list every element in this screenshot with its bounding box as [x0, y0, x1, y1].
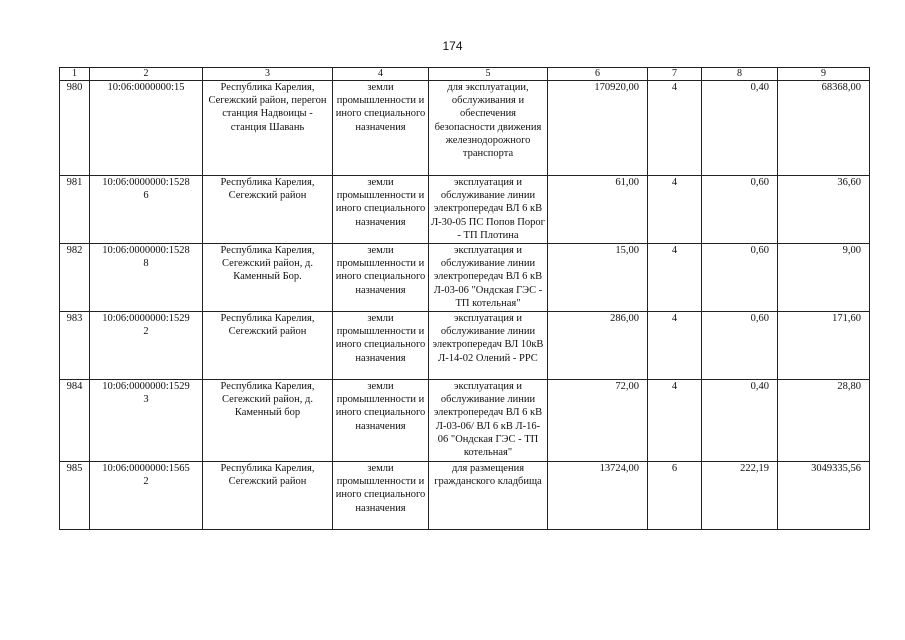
column-9-cell: 9,00: [778, 244, 870, 312]
header-cell: 7: [648, 68, 702, 81]
area-cell: 15,00: [548, 244, 648, 312]
column-7-cell: 6: [648, 462, 702, 530]
row-number: 983: [60, 312, 90, 380]
column-8-cell: 0,40: [702, 81, 778, 176]
land-category-cell: земли промышленности и иного специального назначения: [333, 462, 429, 530]
row-number: 980: [60, 81, 90, 176]
table-row: [60, 176, 870, 244]
header-cell: 8: [702, 68, 778, 81]
land-category-cell: земли промышленности и иного специального назначения: [333, 176, 429, 244]
location-cell: Республика Карелия, Сегежский район: [203, 462, 333, 530]
cadastral-number: 10:06:0000000:1529 3: [90, 380, 203, 462]
header-cell: 5: [429, 68, 548, 81]
row-number: 985: [60, 462, 90, 530]
column-8-cell: 0,60: [702, 244, 778, 312]
cadastral-number: 10:06:0000000:15: [90, 81, 203, 176]
land-category-cell: земли промышленности и иного специального назначения: [333, 380, 429, 462]
column-9-cell: 3049335,56: [778, 462, 870, 530]
column-7-cell: 4: [648, 312, 702, 380]
column-8-cell: 0,60: [702, 312, 778, 380]
area-cell: 61,00: [548, 176, 648, 244]
header-cell: 2: [90, 68, 203, 81]
table-row: [60, 244, 870, 312]
land-category-cell: земли промышленности и иного специального назначения: [333, 81, 429, 176]
location-cell: Республика Карелия, Сегежский район, д. Каменный бор: [203, 380, 333, 462]
area-cell: 13724,00: [548, 462, 648, 530]
location-cell: Республика Карелия, Сегежский район, перегон станция Надвоицы - станция Шавань: [203, 81, 333, 176]
column-9-cell: 36,60: [778, 176, 870, 244]
cadastral-number: 10:06:0000000:1528 8: [90, 244, 203, 312]
column-9-cell: 68368,00: [778, 81, 870, 176]
cadastral-number: 10:06:0000000:1529 2: [90, 312, 203, 380]
column-7-cell: 4: [648, 176, 702, 244]
header-row: [60, 68, 870, 81]
permitted-use-cell: эксплуатация и обслуживание линии электропередач ВЛ 10кВ Л-14-02 Олений - РРС: [429, 312, 548, 380]
column-7-cell: 4: [648, 244, 702, 312]
area-cell: 72,00: [548, 380, 648, 462]
land-category-cell: земли промышленности и иного специального назначения: [333, 312, 429, 380]
header-cell: 4: [333, 68, 429, 81]
permitted-use-cell: для эксплуатации, обслуживания и обеспечения безопасности движения железнодорожного транспорта: [429, 81, 548, 176]
location-cell: Республика Карелия, Сегежский район: [203, 312, 333, 380]
table-row: [60, 462, 870, 530]
column-9-cell: 171,60: [778, 312, 870, 380]
page-number: 174: [442, 39, 463, 53]
header-cell: 1: [60, 68, 90, 81]
permitted-use-cell: эксплуатация и обслуживание линии электропередач ВЛ 6 кВ Л-03-06 "Ондская ГЭС - ТП котельная": [429, 244, 548, 312]
permitted-use-cell: эксплуатация и обслуживание линии электропередач ВЛ 6 кВ Л-03-06/ ВЛ 6 кВ Л-16-06 "Ондская ГЭС - ТП котельная": [429, 380, 548, 462]
column-9-cell: 28,80: [778, 380, 870, 462]
cadastral-number: 10:06:0000000:1528 6: [90, 176, 203, 244]
land-category-cell: земли промышленности и иного специального назначения: [333, 244, 429, 312]
header-cell: 3: [203, 68, 333, 81]
permitted-use-cell: для размещения гражданского кладбища: [429, 462, 548, 530]
table-row: [60, 312, 870, 380]
table-row: [60, 81, 870, 176]
cadastral-number: 10:06:0000000:1565 2: [90, 462, 203, 530]
column-8-cell: 222,19: [702, 462, 778, 530]
column-7-cell: 4: [648, 81, 702, 176]
header-cell: 9: [778, 68, 870, 81]
column-8-cell: 0,40: [702, 380, 778, 462]
column-7-cell: 4: [648, 380, 702, 462]
row-number: 982: [60, 244, 90, 312]
permitted-use-cell: эксплуатация и обслуживание линии электропередач ВЛ 6 кВ Л-30-05 ПС Попов Порог - ТП Плотина: [429, 176, 548, 244]
location-cell: Республика Карелия, Сегежский район, д. Каменный Бор.: [203, 244, 333, 312]
area-cell: 170920,00: [548, 81, 648, 176]
column-8-cell: 0,60: [702, 176, 778, 244]
location-cell: Республика Карелия, Сегежский район: [203, 176, 333, 244]
row-number: 984: [60, 380, 90, 462]
land-plots-table: [59, 67, 870, 530]
header-cell: 6: [548, 68, 648, 81]
area-cell: 286,00: [548, 312, 648, 380]
table-row: [60, 380, 870, 462]
row-number: 981: [60, 176, 90, 244]
